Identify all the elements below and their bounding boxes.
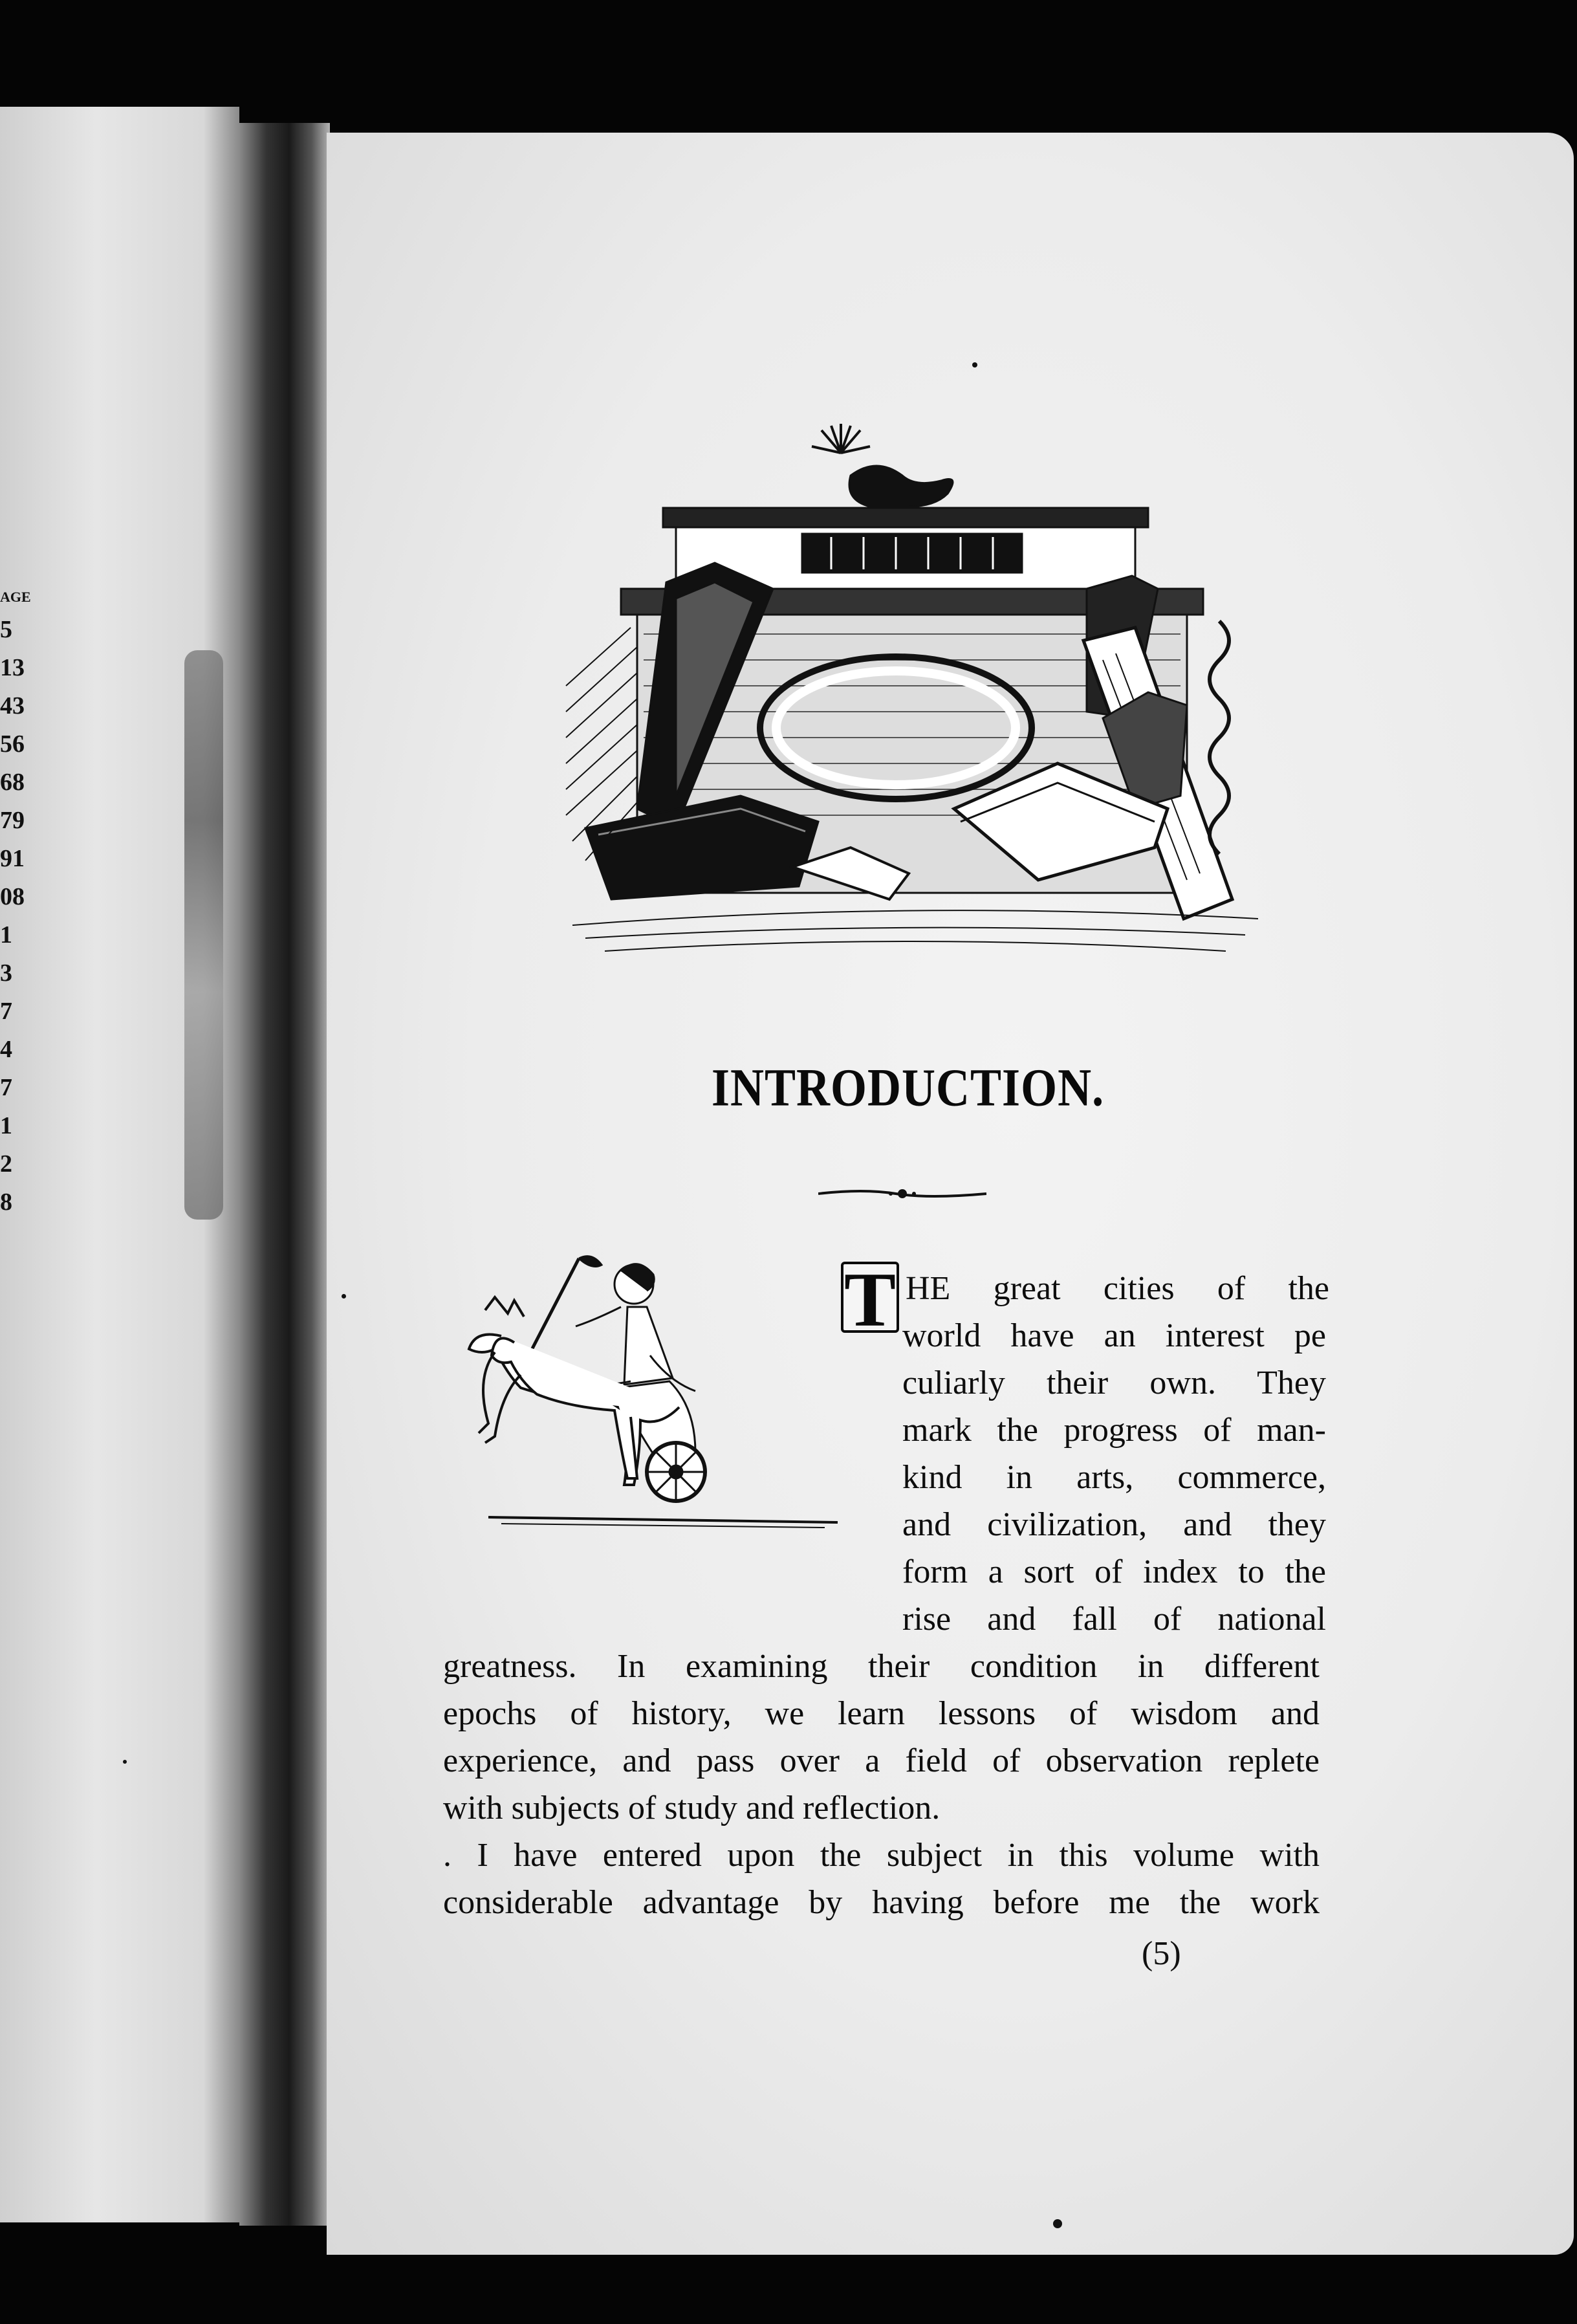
toc-page-number: 4 — [0, 1036, 12, 1063]
toc-page-number: 13 — [0, 654, 25, 681]
text-line: world have an interest pe — [902, 1317, 1326, 1354]
toc-page-number: 91 — [0, 845, 25, 872]
text-line: considerable advantage by having before me the work — [443, 1884, 1320, 1921]
dust-speck — [1053, 2219, 1062, 2228]
toc-page-number: 2 — [0, 1150, 12, 1178]
table-of-contents-fragment — [0, 589, 31, 1222]
dust-speck — [972, 362, 977, 367]
text-line: with subjects of study and reflection. — [443, 1790, 941, 1826]
dust-speck — [123, 1760, 127, 1764]
text-line: HE great cities of the — [906, 1270, 1329, 1307]
text-line: rise and fall of national — [902, 1601, 1326, 1638]
page-number: (5) — [1142, 1935, 1181, 1972]
chapter-title: INTRODUCTION. — [712, 1057, 1105, 1117]
toc-header-fragment: AGE — [0, 589, 31, 605]
toc-page-number: 43 — [0, 692, 25, 719]
dust-speck — [342, 1294, 346, 1299]
toc-page-number: 1 — [0, 1112, 12, 1139]
toc-page-number: 79 — [0, 807, 25, 834]
text-line: culiarly their own. They — [902, 1365, 1326, 1401]
text-line: kind in arts, commerce, — [902, 1459, 1326, 1496]
text-line: and civilization, and they — [902, 1506, 1326, 1543]
chariot-engraving — [462, 1245, 844, 1588]
book-gutter — [239, 123, 330, 2226]
oil-lamp-icon — [812, 424, 953, 507]
toc-page-number: 08 — [0, 883, 25, 910]
text-line: mark the progress of man- — [902, 1412, 1326, 1449]
toc-page-number: 5 — [0, 616, 12, 643]
toc-page-number: 8 — [0, 1189, 12, 1216]
text-line: experience, and pass over a field of observation replete — [443, 1742, 1320, 1779]
text-line: form a sort of index to the — [902, 1553, 1326, 1590]
text-line: . I have entered upon the subject in this volume with — [443, 1837, 1320, 1874]
toc-page-number: 56 — [0, 730, 25, 758]
toc-page-number: 1 — [0, 921, 12, 948]
left-page-fragment — [0, 107, 239, 2222]
toc-page-number: 7 — [0, 1074, 12, 1101]
page-stain — [184, 650, 223, 1220]
text-line: epochs of history, we learn lessons of wisdom and — [443, 1695, 1320, 1732]
text-line: greatness. In examining their condition in different — [443, 1648, 1320, 1685]
toc-page-number: 68 — [0, 769, 25, 796]
drop-cap: T — [841, 1262, 899, 1333]
title-ornament-rule — [818, 1184, 986, 1203]
toc-page-number: 7 — [0, 998, 12, 1025]
headpiece-engraving — [547, 414, 1297, 983]
toc-page-number: 3 — [0, 959, 12, 987]
